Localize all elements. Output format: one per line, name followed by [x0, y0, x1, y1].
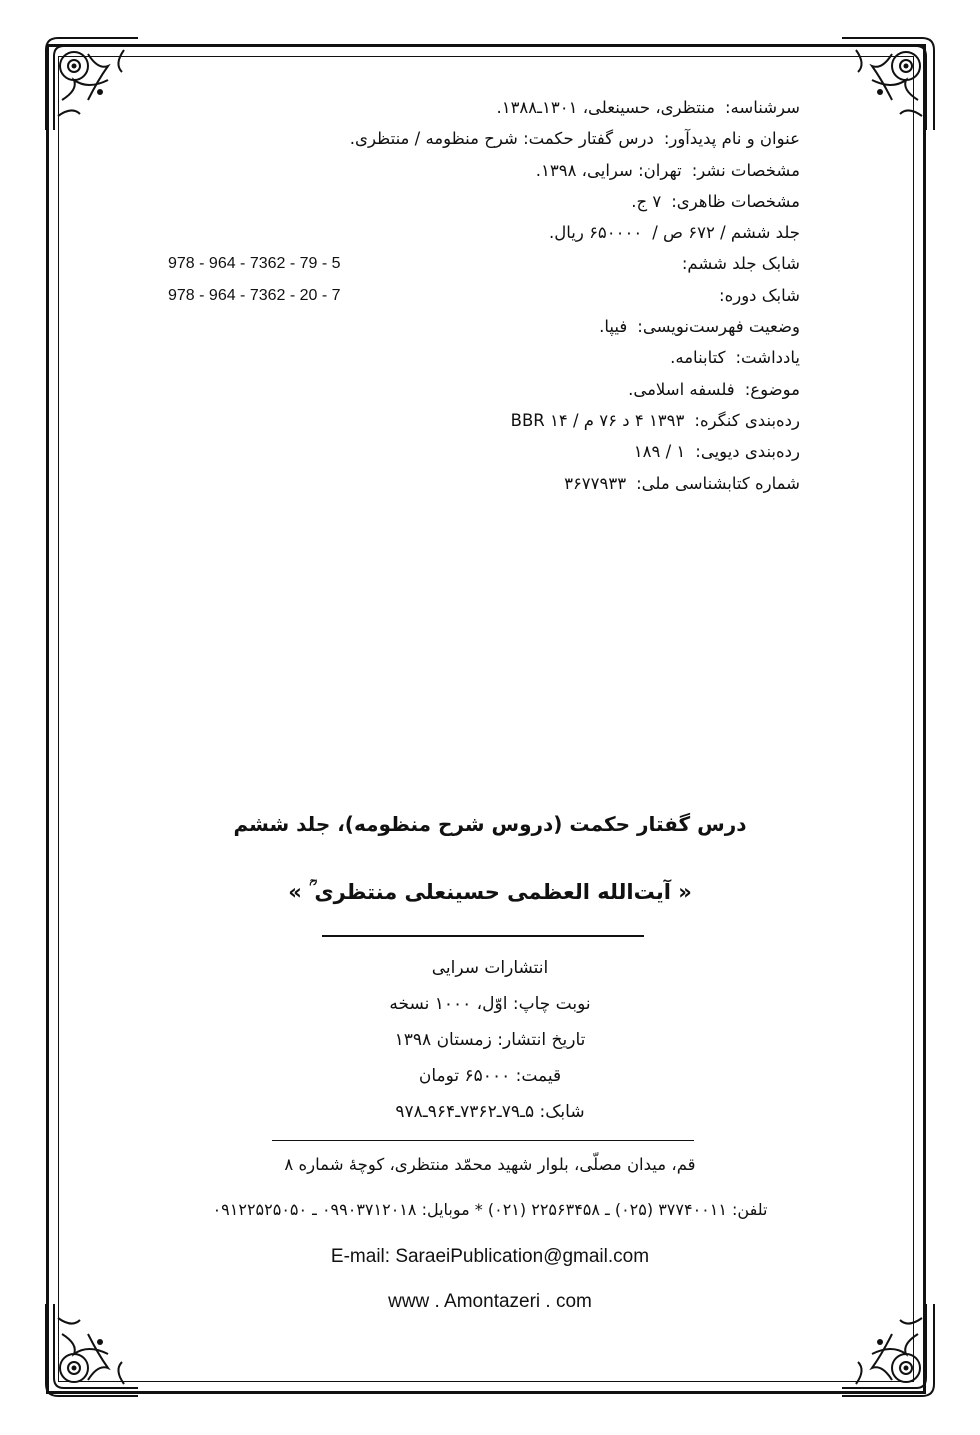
cip-label: وضعیت فهرست‌نویسی:	[637, 317, 800, 337]
cip-label: موضوع:	[744, 379, 800, 399]
phone-numbers: تلفن: ۳۷۷۴۰۰۱۱ (۰۲۵) ـ ۲۲۵۶۳۴۵۸ (۰۲۱) * موبایل: ۰۹۹۰۳۷۱۲۰۱۸ ـ ۰۹۱۲۲۵۲۵۰۵۰	[212, 1200, 768, 1219]
cip-row-lc-class	[160, 405, 800, 436]
publication-info	[300, 950, 680, 1130]
cip-value: فیپا.	[599, 317, 628, 337]
corner-ornament-icon	[28, 20, 148, 140]
cip-label: شابک جلد ششم:	[681, 254, 800, 274]
cip-row-note	[160, 342, 800, 373]
author-line: « آیت‌الله العظمی حسینعلی منتظری ؒ »	[288, 880, 692, 904]
price: قیمت: ۶۵۰۰۰ تومان	[418, 1066, 562, 1086]
print-run: نوبت چاپ: اوّل، ۱۰۰۰ نسخه	[389, 994, 591, 1014]
publication-date: تاریخ انتشار: زمستان ۱۳۹۸	[394, 1030, 586, 1050]
cip-value: ۱۳۹۳ ۴ د ۷۶ م / BBR ۱۴	[510, 410, 685, 430]
corner-ornament-icon	[832, 20, 952, 140]
cip-label: مشخصات ظاهری:	[671, 191, 800, 211]
cip-row-isbn-set	[160, 280, 800, 311]
cip-label: شابک دوره:	[719, 285, 800, 305]
cip-label: یادداشت:	[735, 348, 800, 368]
isbn: شابک: ۵ـ۷۹ـ۷۳۶۲ـ۹۶۴ـ۹۷۸	[395, 1102, 585, 1122]
isbn-number: 978 - 964 - 7362 - 79 - 5	[168, 255, 341, 273]
cip-value: منتظری، حسینعلی، ۱۳۰۱ـ۱۳۸۸.	[496, 98, 715, 117]
cip-row-volume	[160, 217, 800, 248]
address: قم، میدان مصلّی، بلوار شهید محمّد منتظری، کوچهٔ شماره ۸	[284, 1155, 696, 1174]
cip-value: فلسفه اسلامی.	[628, 379, 735, 399]
cip-row-physical	[160, 186, 800, 217]
cip-row-main-entry	[160, 92, 800, 123]
cip-value: تهران: سرایی، ۱۳۹۸.	[535, 160, 682, 180]
cip-label: سرشناسه:	[725, 98, 800, 117]
cip-value: درس گفتار حکمت: شرح منظومه / منتظری.	[349, 129, 654, 149]
cip-row-dewey-class	[160, 436, 800, 467]
cip-value: ۷ ج.	[631, 191, 662, 211]
publisher-name: انتشارات سرایی	[431, 958, 549, 978]
email-address[interactable]: E-mail: SaraeiPublication@gmail.com	[330, 1246, 650, 1267]
cip-block	[160, 92, 800, 499]
cip-row-national-bib-number	[160, 468, 800, 499]
isbn-number: 978 - 964 - 7362 - 20 - 7	[168, 286, 341, 304]
cip-value: ۶۵۰۰۰۰ ریال.	[548, 223, 643, 243]
cip-label: مشخصات نشر:	[691, 160, 800, 180]
cip-row-publication	[160, 155, 800, 186]
cip-value: ۳۶۷۷۹۳۳	[564, 473, 627, 493]
cip-row-title	[160, 123, 800, 154]
cip-value: ۱ / ۱۸۹	[633, 442, 686, 462]
cip-row-subject	[160, 374, 800, 405]
cip-label: عنوان و نام پدیدآور:	[663, 129, 800, 149]
cip-label: جلد ششم / ۶۷۲ ص /	[652, 223, 800, 243]
cip-row-cataloguing-status	[160, 311, 800, 342]
website-link[interactable]: www . Amontazeri . com	[388, 1291, 592, 1312]
cip-label: رده‌بندی کنگره:	[694, 410, 800, 430]
divider	[272, 1140, 694, 1141]
cip-label: شماره کتابشناسی ملی:	[636, 473, 800, 493]
cip-label: رده‌بندی دیویی:	[695, 442, 800, 462]
divider	[322, 935, 644, 937]
cip-row-isbn-volume	[160, 248, 800, 279]
book-title: درس گفتار حکمت (دروس شرح منظومه)، جلد ششم	[233, 812, 747, 836]
cip-value: کتابنامه.	[670, 348, 726, 368]
